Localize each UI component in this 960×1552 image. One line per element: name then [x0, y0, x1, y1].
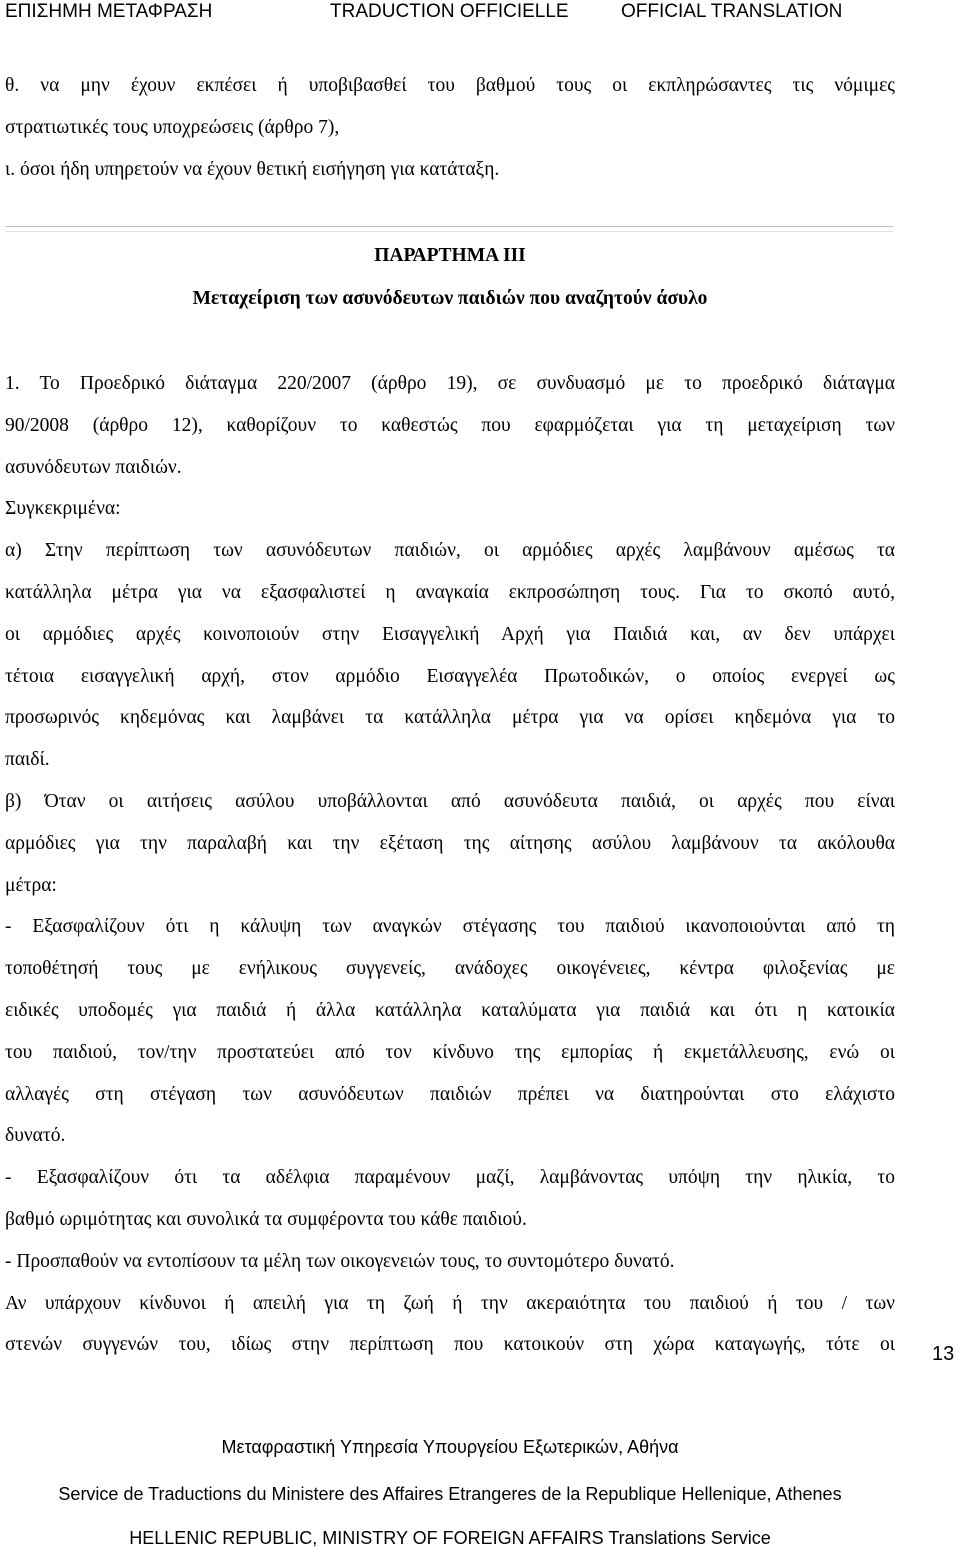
page-header: [0, 0, 960, 26]
page-number: 13: [932, 1343, 955, 1365]
text-line: στενών συγγενών του, ιδίως στην περίπτωση που κατοικούν στη χώρα καταγωγής, τότε οι: [5, 1334, 895, 1355]
footer-line-french: Service de Traductions du Ministere des Affaires Etrangeres de la Republique Hellenique, Athenes: [58, 1484, 842, 1504]
text-line: του παιδιού, τον/την προστατεύει από τον κίνδυνο της εμπορίας ή εκμετάλλευσης, ενώ οι: [5, 1042, 895, 1063]
text-line: - Προσπαθούν να εντοπίσουν τα μέλη των οικογενειών τους, το συντομότερο δυνατό.: [5, 1251, 675, 1272]
text-line: παιδί.: [5, 749, 50, 770]
annex-subtitle: Μεταχείριση των ασυνόδευτων παιδιών που αναζητούν άσυλο: [192, 288, 708, 309]
text-line: θ. να μην έχουν εκπέσει ή υποβιβασθεί του βαθμού τους οι εκπληρώσαντες τις νόμιμες: [5, 75, 895, 96]
text-line: προσωρινός κηδεμόνας και λαμβάνει τα κατάλληλα μέτρα για να ορίσει κηδεμόνα για το: [5, 707, 895, 728]
text-line: 90/2008 (άρθρο 12), καθορίζουν το καθεστώς που εφαρμόζεται για τη μεταχείριση των: [5, 415, 895, 436]
header-french: TRADUCTION OFFICIELLE: [330, 1, 569, 22]
text-line: οι αρμόδιες αρχές κοινοποιούν στην Εισαγγελική Αρχή για Παιδιά και, αν δεν υπάρχει: [5, 624, 895, 645]
text-line: μέτρα:: [5, 875, 57, 896]
section-separator: [5, 226, 893, 232]
text-line: ασυνόδευτων παιδιών.: [5, 457, 182, 478]
text-line: ι. όσοι ήδη υπηρετούν να έχουν θετική εισήγηση για κατάταξη.: [5, 159, 500, 180]
footer-line-greek: Μεταφραστική Υπηρεσία Υπουργείου Εξωτερικών, Αθήνα: [221, 1437, 679, 1457]
text-line: 1. Το Προεδρικό διάταγμα 220/2007 (άρθρο 19), σε συνδυασμό με το προεδρικό διάταγμα: [5, 373, 895, 394]
text-line: βαθμό ωριμότητας και συνολικά τα συμφέροντα του κάθε παιδιού.: [5, 1209, 527, 1230]
text-line: - Εξασφαλίζουν ότι τα αδέλφια παραμένουν μαζί, λαμβάνοντας υπόψη την ηλικία, το: [5, 1167, 895, 1188]
text-line: κατάλληλα μέτρα για να εξασφαλιστεί η αναγκαία εκπροσώπηση τους. Για το σκοπό αυτό,: [5, 582, 895, 603]
text-line: - Εξασφαλίζουν ότι η κάλυψη των αναγκών στέγασης του παιδιού ικανοποιούνται από τη: [5, 916, 895, 937]
annex-title: ΠΑΡΑΡΤΗΜΑ ΙΙΙ: [374, 245, 526, 266]
text-line: τέτοια εισαγγελική αρχή, στον αρμόδιο Εισαγγελέα Πρωτοδικών, ο οποίος ενεργεί ως: [5, 666, 895, 687]
text-line: α) Στην περίπτωση των ασυνόδευτων παιδιών, οι αρμόδιες αρχές λαμβάνουν αμέσως τα: [5, 540, 895, 561]
text-line: τοποθέτησή τους με ενήλικους συγγενείς, ανάδοχες οικογένειες, κέντρα φιλοξενίας με: [5, 958, 895, 979]
header-english: OFFICIAL TRANSLATION: [621, 1, 843, 22]
header-greek: ΕΠΙΣΗΜΗ ΜΕΤΑΦΡΑΣΗ: [5, 1, 213, 22]
text-line: στρατιωτικές τους υποχρεώσεις (άρθρο 7),: [5, 117, 340, 138]
text-line: Συγκεκριμένα:: [5, 498, 121, 519]
text-line: β) Όταν οι αιτήσεις ασύλου υποβάλλονται από ασυνόδευτα παιδιά, οι αρχές που είναι: [5, 791, 895, 812]
text-line: ειδικές υποδομές για παιδιά ή άλλα κατάλληλα καταλύματα για παιδιά και ότι η κατοικία: [5, 1000, 895, 1021]
text-line: δυνατό.: [5, 1125, 66, 1146]
text-line: Αν υπάρχουν κίνδυνοι ή απειλή για τη ζωή ή την ακεραιότητα του παιδιού ή του / των: [5, 1293, 895, 1314]
footer-line-english: HELLENIC REPUBLIC, MINISTRY OF FOREIGN AFFAIRS Translations Service: [129, 1528, 771, 1548]
text-line: αλλαγές στη στέγαση των ασυνόδευτων παιδιών πρέπει να διατηρούνται στο ελάχιστο: [5, 1084, 895, 1105]
text-line: αρμόδιες για την παραλαβή και την εξέταση της αίτησης ασύλου λαμβάνουν τα ακόλουθα: [5, 833, 895, 854]
